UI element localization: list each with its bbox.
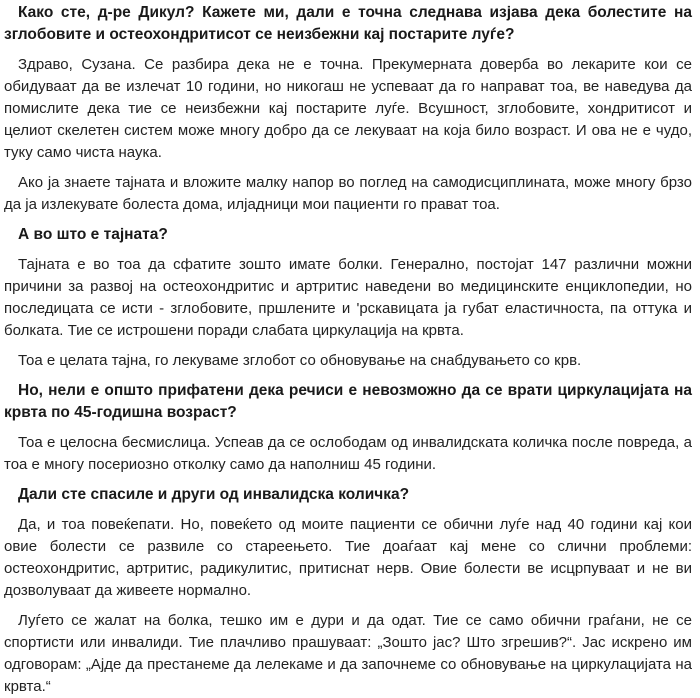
question-heading: Како сте, д-ре Дикул? Кажете ми, дали е точна следнава изјава дека болестите на зглобовите и остеохондритисот се неизбежни кај постарите луѓе?	[4, 4, 692, 43]
answer-paragraph: Здраво, Сузана. Се разбира дека не е точна. Прекумерната доверба во лекарите кои се обидуваат да ве излечат 10 години, но никогаш не успеваат да го направат тоа, ве наведува да помислите дека тие се неизбежни кај постарите луѓе. Всушност, зглобовите, хондритисот и целиот скелетен систем може многу добро да се лекуваат на која било возраст. И ова не е чудо, туку само чиста наука.	[4, 56, 692, 161]
answer-paragraph: Да, и тоа повеќепати. Но, повеќето од моите пациенти се обични луѓе над 40 години кај кои овие болести се развиле со стареењето. Тие доаѓаат кај мене со слични проблеми: остеохондритис, артритис, радикулитис, притиснат нерв. Овие болести ве исцрпуваат и не ви дозволуваат да живеете нормално.	[4, 516, 692, 599]
question-heading: Но, нели е општо прифатени дека речиси е невозможно да се врати циркулацијата на крвта по 45-годишна возраст?	[4, 382, 692, 421]
question-heading: А во што е тајната?	[18, 226, 168, 243]
answer-paragraph: Тоа е целосна бесмислица. Успеав да се ослободам од инвалидската количка после повреда, а тоа е многу посериозно отколку само да наполниш 45 години.	[4, 434, 692, 473]
answer-paragraph: Луѓето се жалат на болка, тешко им е дури и да одат. Тие се само обични граѓани, не се спортисти или инвалиди. Тие плачливо прашуваат: „Зошто јас? Што згрешив?“. Јас искрено им одговорам: „Ајде да престанеме да лелекаме и да започнеме со обновување на циркулацијата на крвта.“	[4, 612, 692, 695]
answer-paragraph: Тоа е целата тајна, го лекуваме зглобот со обновување на снабдувањето со крв.	[18, 352, 582, 369]
answer-paragraph: Тајната е во тоа да сфатите зошто имате болки. Генерално, постојат 147 различни можни причини за развој на остеохондритис и артритис наведени во медицинските енциклопедии, но последицата се исти - зглобовите, пршлените и 'рскавицата ја губат еластичноста, па оттука и болката. Тие се истрошени поради слабата циркулација на крвта.	[4, 256, 692, 339]
answer-paragraph: Ако ја знаете тајната и вложите малку напор во поглед на самодисциплината, може многу брзо да ја излекувате болеста дома, илјадници мои пациенти го прават тоа.	[4, 174, 692, 213]
question-heading: Дали сте спасиле и други од инвалидска количка?	[18, 486, 410, 503]
